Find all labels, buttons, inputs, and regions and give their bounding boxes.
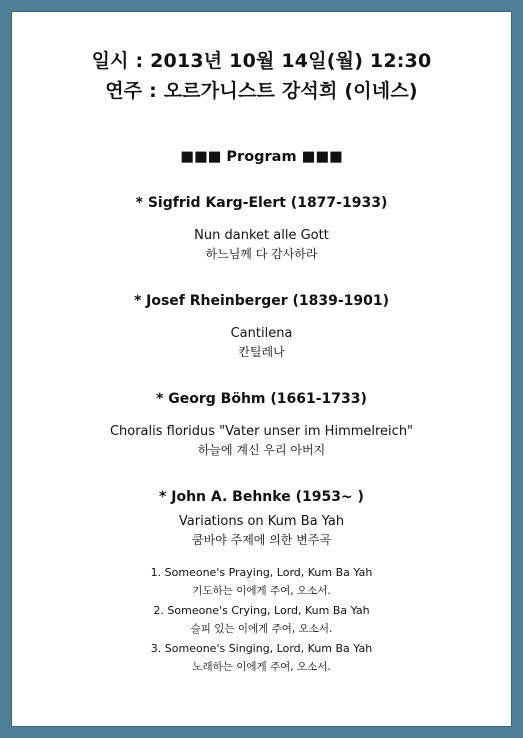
concert-performer: 연주 : 오르가니스트 강석희 (이네스) <box>105 80 418 102</box>
work-title: Choralis floridus "Vater unser im Himmelreich" <box>109 424 414 439</box>
piece-behnke <box>12 488 511 677</box>
movement-title-korean: 노래하는 이에게 주여, 오소서. <box>192 661 331 673</box>
piece-bohm <box>12 390 511 460</box>
piece-karg-elert <box>12 194 511 264</box>
movement-title: 1. Someone's Praying, Lord, Kum Ba Yah <box>150 566 373 579</box>
work-title: Nun danket alle Gott <box>194 228 329 243</box>
program-title: ■■■ Program ■■■ <box>180 149 343 165</box>
composer-name: * Josef Rheinberger (1839-1901) <box>133 293 390 309</box>
work-title: Cantilena <box>230 326 293 341</box>
piece-rheinberger <box>12 292 511 362</box>
composer-name: * John A. Behnke (1953~ ) <box>159 489 364 505</box>
work-title: Variations on Kum Ba Yah <box>178 514 345 529</box>
work-title-korean: 하느님께 다 감사하라 <box>205 247 318 261</box>
movement-title: 3. Someone's Singing, Lord, Kum Ba Yah <box>150 642 373 655</box>
movement-title-korean: 기도하는 이에게 주여, 오소서. <box>192 585 331 597</box>
composer-name: * Sigfrid Karg-Elert (1877-1933) <box>135 195 388 211</box>
movement-title: 2. Someone's Crying, Lord, Kum Ba Yah <box>153 604 370 617</box>
movement-list <box>12 563 511 677</box>
program-sheet <box>11 11 512 727</box>
work-title-korean: 하늘에 계신 우리 아버지 <box>197 443 326 457</box>
work-title-korean: 쿰바야 주제에 의한 변주곡 <box>192 533 331 547</box>
concert-header <box>12 46 511 106</box>
movement-title-korean: 슬피 있는 이에게 주여, 오소서. <box>190 623 333 635</box>
composer-name: * Georg Böhm (1661-1733) <box>156 391 367 407</box>
concert-datetime: 일시 : 2013년 10월 14일(월) 12:30 <box>91 50 432 72</box>
work-title-korean: 칸틸레나 <box>238 345 285 359</box>
